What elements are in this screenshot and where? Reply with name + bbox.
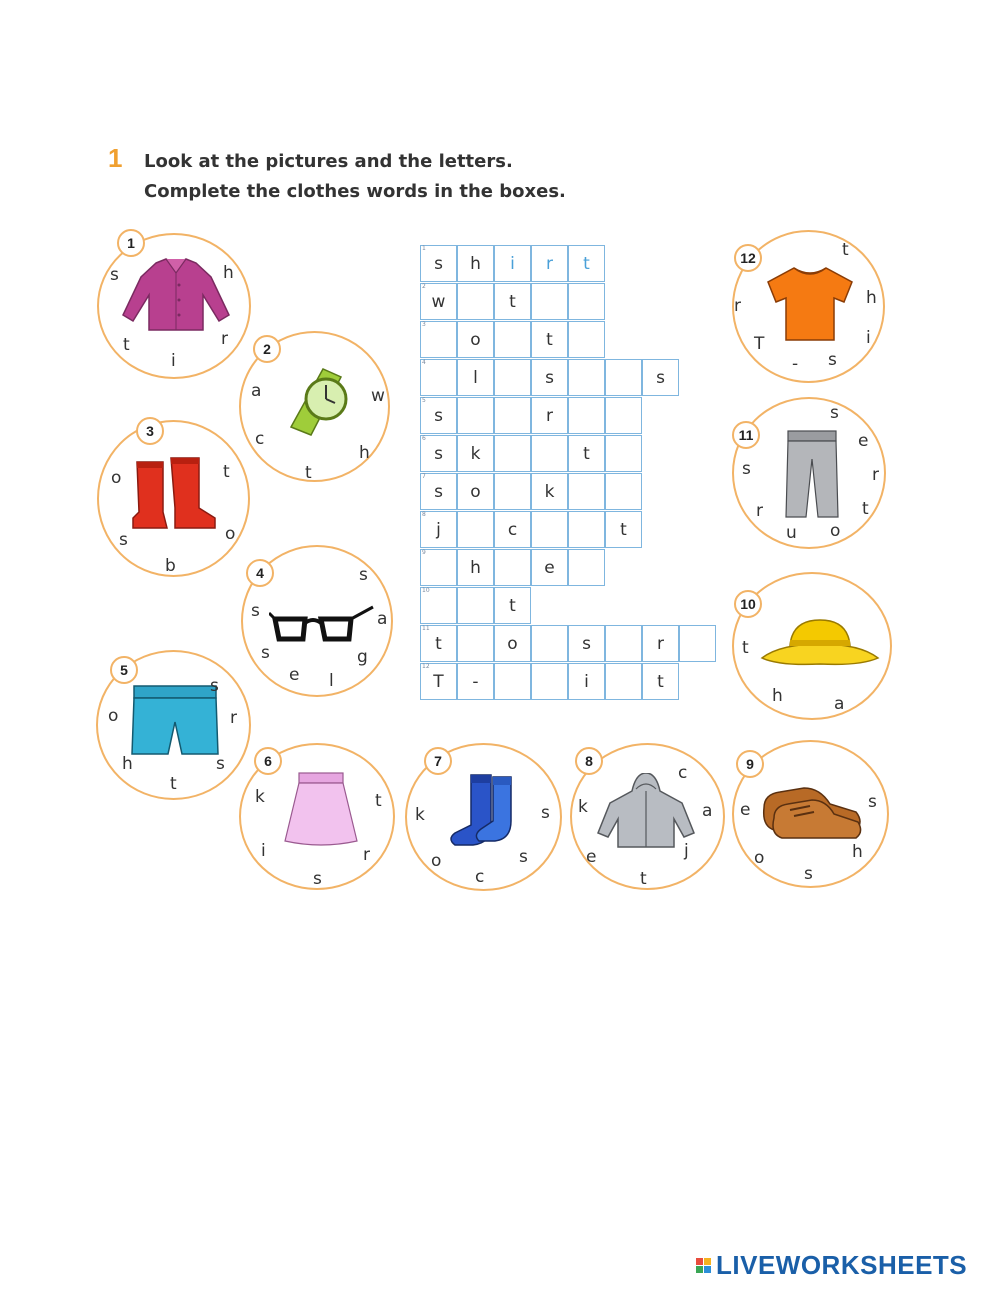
- crossword-letter: s: [434, 444, 443, 464]
- clue-letter: s: [541, 803, 550, 823]
- crossword-cell-empty[interactable]: [568, 359, 605, 396]
- clue-letter: o: [108, 706, 119, 726]
- crossword-letter: [606, 474, 641, 509]
- logo-mark-icon: [696, 1258, 711, 1273]
- crossword-letter: r: [657, 634, 664, 654]
- clue-letter: a: [251, 381, 262, 401]
- crossword-letter: s: [545, 368, 554, 388]
- shoes-icon: [760, 778, 864, 844]
- crossword-cell-filled: [531, 473, 568, 510]
- clue-letter: o: [431, 851, 442, 871]
- clue-letter: h: [122, 754, 133, 774]
- crossword-cell-filled: [531, 359, 568, 396]
- crossword-letter: [421, 550, 456, 585]
- crossword-cell-empty[interactable]: [605, 663, 642, 700]
- crossword-cell-empty[interactable]: [568, 283, 605, 320]
- clue-badge: 6: [254, 747, 282, 775]
- crossword-letter: [421, 360, 456, 395]
- row-number: 9: [422, 549, 426, 556]
- crossword-cell-filled: [420, 663, 457, 700]
- crossword-cell-filled: [457, 245, 494, 282]
- crossword-cell-empty[interactable]: [420, 359, 457, 396]
- clue-circle-trousers: [732, 397, 886, 549]
- clue-letter: -: [792, 354, 799, 374]
- crossword-cell-empty[interactable]: [679, 625, 716, 662]
- clue-badge: 9: [736, 750, 764, 778]
- crossword-letter: h: [470, 254, 481, 274]
- clue-letter: i: [261, 841, 266, 861]
- clue-letter: o: [830, 521, 841, 541]
- crossword-letter: t: [620, 520, 627, 540]
- clue-letter: g: [357, 647, 368, 667]
- clue-letter: o: [754, 848, 765, 868]
- crossword-cell-empty[interactable]: [420, 321, 457, 358]
- clue-letter: e: [740, 800, 751, 820]
- crossword-cell-empty[interactable]: [605, 625, 642, 662]
- crossword-cell-filled: [420, 473, 457, 510]
- crossword-cell-empty[interactable]: [494, 321, 531, 358]
- clue-letter: s: [210, 676, 219, 696]
- crossword-letter: k: [544, 482, 555, 502]
- crossword-letter: [569, 474, 604, 509]
- crossword-cell-empty[interactable]: [457, 397, 494, 434]
- crossword-cell-empty[interactable]: [568, 473, 605, 510]
- crossword-cell-empty[interactable]: [605, 435, 642, 472]
- crossword-cell-filled: [568, 663, 605, 700]
- crossword-letter: w: [431, 292, 446, 312]
- crossword-cell-empty[interactable]: [457, 511, 494, 548]
- row-number: 8: [422, 511, 426, 518]
- crossword-cell-filled: [531, 549, 568, 586]
- crossword-letter: [421, 588, 456, 623]
- clue-letter: t: [742, 638, 749, 658]
- crossword-cell-filled: [457, 473, 494, 510]
- crossword-cell-filled: [494, 283, 531, 320]
- clue-letter: t: [223, 462, 230, 482]
- clue-letter: s: [251, 601, 260, 621]
- crossword-letter: [495, 360, 530, 395]
- crossword-letter: s: [434, 406, 443, 426]
- clue-letter: i: [866, 328, 871, 348]
- crossword-letter: [569, 398, 604, 433]
- clue-letter: t: [123, 335, 130, 355]
- crossword-letter: [532, 626, 567, 661]
- crossword-letter: o: [470, 482, 481, 502]
- crossword-cell-empty[interactable]: [531, 283, 568, 320]
- crossword-letter: t: [657, 672, 664, 692]
- glasses-icon: [269, 599, 379, 649]
- crossword-letter: h: [470, 558, 481, 578]
- crossword-cell-empty[interactable]: [531, 663, 568, 700]
- clue-circle-hat: [732, 572, 892, 720]
- clue-letter: c: [475, 867, 485, 887]
- clue-letter: t: [375, 791, 382, 811]
- crossword-letter: t: [546, 330, 553, 350]
- clue-letter: a: [702, 801, 713, 821]
- crossword-letter: -: [472, 672, 479, 692]
- crossword-letter: t: [583, 444, 590, 464]
- crossword-cell-filled: [494, 587, 531, 624]
- crossword-cell-filled: [420, 245, 457, 282]
- crossword-cell-empty[interactable]: [605, 473, 642, 510]
- crossword-letter: [458, 398, 493, 433]
- crossword-cell-empty[interactable]: [457, 587, 494, 624]
- clue-letter: t: [842, 240, 849, 260]
- crossword-cell-filled: [568, 625, 605, 662]
- clue-letter: t: [862, 499, 869, 519]
- crossword-letter: [606, 360, 641, 395]
- clue-letter: e: [289, 665, 300, 685]
- crossword-letter: T: [433, 672, 444, 692]
- clue-letter: t: [170, 774, 177, 794]
- crossword-cell-filled: [531, 397, 568, 434]
- clue-letter: s: [313, 869, 322, 889]
- clue-letter: h: [359, 443, 370, 463]
- crossword-letter: [569, 360, 604, 395]
- hat-icon: [760, 616, 880, 670]
- clue-circle-shorts: [96, 650, 251, 800]
- row-number: 11: [422, 625, 430, 632]
- logo-text: LIVEWORKSHEETS: [716, 1249, 968, 1280]
- t-shirt-icon: [764, 264, 856, 344]
- clue-letter: t: [640, 869, 647, 889]
- crossword-cell-filled: [420, 625, 457, 662]
- crossword-letter: s: [434, 482, 443, 502]
- clue-letter: c: [678, 763, 688, 783]
- clue-circle-jacket: [570, 743, 725, 890]
- socks-icon: [441, 769, 527, 855]
- clue-badge: 10: [734, 590, 762, 618]
- clue-letter: o: [225, 524, 236, 544]
- crossword-cell-empty[interactable]: [605, 359, 642, 396]
- crossword-letter: [495, 398, 530, 433]
- clue-letter: r: [230, 708, 237, 728]
- clue-circle-boots: [97, 420, 250, 577]
- crossword-letter: r: [546, 254, 553, 274]
- crossword-letter: k: [470, 444, 481, 464]
- crossword-letter: i: [510, 254, 515, 274]
- clue-badge: 11: [732, 421, 760, 449]
- crossword-letter: c: [507, 520, 518, 540]
- crossword-letter: [532, 284, 567, 319]
- exercise-number: 1: [108, 143, 123, 173]
- crossword-letter: [532, 436, 567, 471]
- crossword-letter: [532, 664, 567, 699]
- crossword-cell-empty[interactable]: [531, 625, 568, 662]
- row-number: 2: [422, 283, 426, 290]
- clue-letter: h: [852, 842, 863, 862]
- crossword-letter: s: [434, 254, 443, 274]
- clue-letter: u: [786, 523, 797, 543]
- clue-letter: k: [255, 787, 265, 807]
- shirt-icon: [111, 255, 241, 335]
- crossword-cell-empty[interactable]: [531, 511, 568, 548]
- liveworksheets-logo: [696, 1250, 967, 1280]
- clue-badge: 1: [117, 229, 145, 257]
- crossword-letter: [458, 284, 493, 319]
- clue-letter: s: [868, 792, 877, 812]
- crossword-letter: e: [544, 558, 555, 578]
- boots-icon: [129, 452, 219, 542]
- row-number: 5: [422, 397, 426, 404]
- crossword-cell-filled: [531, 245, 568, 282]
- clue-circle-socks: [405, 743, 562, 891]
- clue-letter: i: [171, 351, 176, 371]
- crossword-cell-empty[interactable]: [420, 587, 457, 624]
- clue-letter: k: [578, 797, 588, 817]
- crossword-letter: [606, 398, 641, 433]
- clue-letter: t: [305, 463, 312, 483]
- clue-letter: h: [772, 686, 783, 706]
- crossword-letter: s: [656, 368, 665, 388]
- crossword-cell-empty[interactable]: [568, 397, 605, 434]
- clue-letter: b: [165, 556, 176, 576]
- clue-letter: r: [221, 329, 228, 349]
- crossword-cell-empty[interactable]: [568, 511, 605, 548]
- clue-letter: j: [684, 841, 689, 861]
- clue-letter: c: [255, 429, 265, 449]
- crossword-letter: [569, 512, 604, 547]
- clue-letter: k: [415, 805, 425, 825]
- crossword-letter: o: [470, 330, 481, 350]
- crossword-cell-filled: [494, 625, 531, 662]
- clue-letter: a: [377, 609, 388, 629]
- clue-letter: e: [586, 847, 597, 867]
- crossword-letter: [680, 626, 715, 661]
- watch-icon: [271, 357, 361, 447]
- crossword-cell-filled: [457, 663, 494, 700]
- clue-letter: s: [119, 530, 128, 550]
- crossword-cell-empty[interactable]: [531, 435, 568, 472]
- clue-letter: r: [363, 845, 370, 865]
- crossword-cell-filled: [420, 435, 457, 472]
- crossword-letter: [569, 284, 604, 319]
- crossword-letter: [569, 322, 604, 357]
- crossword-letter: [495, 664, 530, 699]
- crossword-letter: [569, 550, 604, 585]
- crossword-cell-filled: [457, 435, 494, 472]
- crossword-cell-empty[interactable]: [494, 663, 531, 700]
- instruction-line-2: Complete the clothes words in the boxes.: [144, 181, 566, 202]
- crossword-cell-empty[interactable]: [568, 321, 605, 358]
- crossword-cell-filled: [420, 283, 457, 320]
- crossword-letter: [458, 512, 493, 547]
- crossword-letter: j: [436, 520, 441, 540]
- row-number: 12: [422, 663, 430, 670]
- crossword-letter: t: [509, 292, 516, 312]
- row-number: 4: [422, 359, 426, 366]
- crossword-cell-empty[interactable]: [605, 397, 642, 434]
- crossword-letter: [495, 474, 530, 509]
- clue-letter: w: [371, 386, 385, 406]
- clue-letter: e: [858, 431, 869, 451]
- crossword-cell-empty[interactable]: [420, 549, 457, 586]
- clue-badge: 7: [424, 747, 452, 775]
- clue-letter: h: [223, 263, 234, 283]
- crossword-cell-filled: [531, 321, 568, 358]
- clue-letter: r: [756, 501, 763, 521]
- clue-letter: s: [828, 350, 837, 370]
- clue-circle-glasses: [241, 545, 393, 697]
- crossword-cell-empty[interactable]: [494, 435, 531, 472]
- clue-circle-skirt: [239, 743, 395, 890]
- clue-circle-shoes: [732, 740, 889, 888]
- trousers-icon: [784, 429, 840, 521]
- crossword-letter: r: [546, 406, 553, 426]
- crossword-cell-filled: [457, 321, 494, 358]
- crossword-cell-filled: [494, 245, 531, 282]
- row-number: 6: [422, 435, 426, 442]
- clue-circle-t-shirt: [732, 230, 885, 383]
- crossword-cell-filled: [457, 549, 494, 586]
- clue-circle-shirt: [97, 233, 251, 379]
- crossword-cell-filled: [605, 511, 642, 548]
- clue-letter: s: [261, 643, 270, 663]
- crossword-cell-filled: [642, 625, 679, 662]
- crossword-letter: [495, 436, 530, 471]
- crossword-cell-filled: [420, 511, 457, 548]
- clue-letter: s: [110, 265, 119, 285]
- crossword-cell-empty[interactable]: [457, 625, 494, 662]
- clue-badge: 5: [110, 656, 138, 684]
- clue-letter: o: [111, 468, 122, 488]
- row-number: 3: [422, 321, 426, 328]
- row-number: 7: [422, 473, 426, 480]
- clue-letter: s: [804, 864, 813, 884]
- clue-letter: h: [866, 288, 877, 308]
- clue-letter: s: [216, 754, 225, 774]
- clue-badge: 12: [734, 244, 762, 272]
- crossword-letter: s: [582, 634, 591, 654]
- crossword-cell-empty[interactable]: [494, 397, 531, 434]
- skirt-icon: [283, 771, 359, 851]
- clue-letter: l: [329, 671, 334, 691]
- row-number: 1: [422, 245, 426, 252]
- clue-badge: 4: [246, 559, 274, 587]
- crossword-letter: [606, 664, 641, 699]
- clue-letter: s: [742, 459, 751, 479]
- crossword-letter: [606, 436, 641, 471]
- crossword-letter: [495, 550, 530, 585]
- crossword-cell-filled: [494, 511, 531, 548]
- row-number: 10: [422, 587, 430, 594]
- crossword-letter: t: [509, 596, 516, 616]
- crossword-letter: t: [583, 254, 590, 274]
- crossword-cell-filled: [568, 245, 605, 282]
- clue-badge: 3: [136, 417, 164, 445]
- crossword-letter: [458, 588, 493, 623]
- crossword-cell-filled: [642, 359, 679, 396]
- crossword-letter: [606, 626, 641, 661]
- clue-badge: 8: [575, 747, 603, 775]
- crossword-cell-filled: [642, 663, 679, 700]
- crossword-letter: [495, 322, 530, 357]
- clue-circle-watch: [239, 331, 390, 482]
- clue-letter: r: [872, 465, 879, 485]
- crossword-cell-empty[interactable]: [494, 549, 531, 586]
- clue-letter: s: [519, 847, 528, 867]
- crossword-cell-filled: [568, 435, 605, 472]
- crossword-cell-empty[interactable]: [494, 473, 531, 510]
- clue-letter: T: [754, 334, 765, 354]
- crossword-letter: l: [473, 368, 478, 388]
- clue-letter: s: [830, 403, 839, 423]
- clue-letter: s: [359, 565, 368, 585]
- clue-badge: 2: [253, 335, 281, 363]
- crossword-letter: t: [435, 634, 442, 654]
- crossword-cell-empty[interactable]: [568, 549, 605, 586]
- crossword-letter: o: [507, 634, 518, 654]
- clue-letter: a: [834, 694, 845, 714]
- crossword-cell-empty[interactable]: [494, 359, 531, 396]
- jacket-icon: [596, 773, 696, 853]
- crossword-letter: [421, 322, 456, 357]
- crossword-letter: [458, 626, 493, 661]
- crossword-letter: i: [584, 672, 589, 692]
- crossword-letter: [532, 512, 567, 547]
- crossword-cell-filled: [420, 397, 457, 434]
- instruction-line-1: Look at the pictures and the letters.: [144, 151, 513, 172]
- clue-letter: r: [734, 296, 741, 316]
- crossword-cell-empty[interactable]: [457, 283, 494, 320]
- crossword-cell-filled: [457, 359, 494, 396]
